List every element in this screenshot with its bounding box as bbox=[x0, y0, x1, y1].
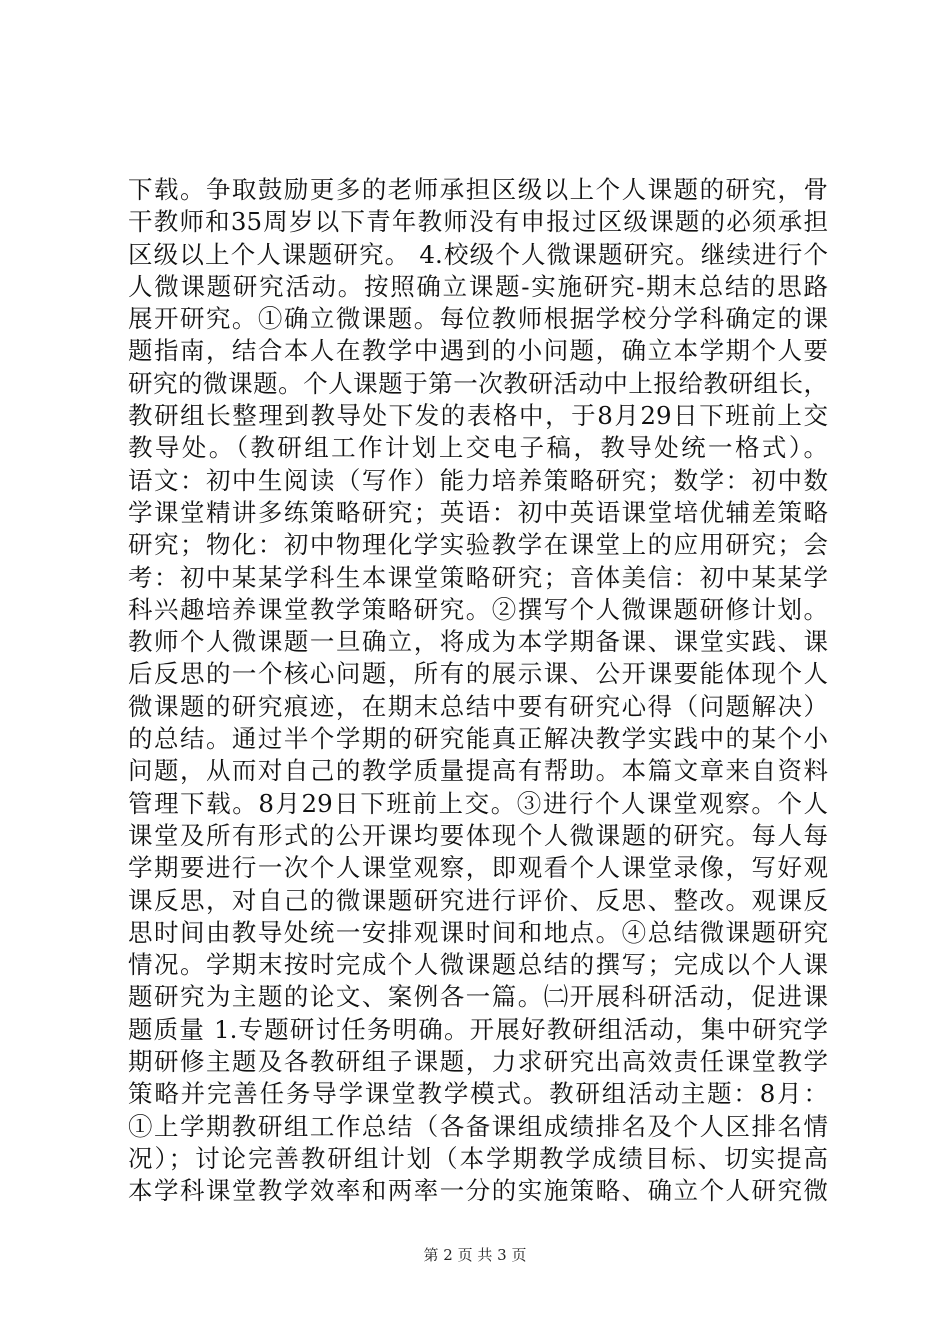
text-line: 教师个人微课题一旦确立，将成为本学期备课、课堂实践、课 bbox=[128, 627, 828, 657]
text-line: 研究的微课题。个人课题于第一次教研活动中上报给教研组长， bbox=[128, 368, 828, 398]
text-line: 学期要进行一次个人课堂观察，即观看个人课堂录像，写好观 bbox=[128, 853, 828, 883]
text-line: 人微课题研究活动。按照确立课题-实施研究-期末总结的思路 bbox=[128, 271, 828, 301]
text-line: 研究；物化：初中物理化学实验教学在课堂上的应用研究；会 bbox=[128, 530, 828, 560]
text-line: 考：初中某某学科生本课堂策略研究；音体美信：初中某某学 bbox=[128, 562, 828, 592]
text-line: ①上学期教研组工作总结（各备课组成绩排名及个人区排名情 bbox=[128, 1111, 828, 1141]
text-line: 学课堂精讲多练策略研究；英语：初中英语课堂培优辅差策略 bbox=[128, 497, 828, 527]
text-line: 课堂及所有形式的公开课均要体现个人微课题的研究。每人每 bbox=[128, 820, 828, 850]
page-footer: 第 2 页 共 3 页 bbox=[423, 1246, 527, 1264]
text-line: 题指南，结合本人在教学中遇到的小问题，确立本学期个人要 bbox=[128, 336, 828, 366]
text-line: 区级以上个人课题研究。 4.校级个人微课题研究。继续进行个 bbox=[128, 239, 828, 269]
text-line: 下载。争取鼓励更多的老师承担区级以上个人课题的研究，骨 bbox=[128, 175, 828, 204]
text-line: 期研修主题及各教研组子课题，力求研究出高效责任课堂教学 bbox=[128, 1047, 828, 1077]
text-line: 干教师和35周岁以下青年教师没有申报过区级课题的必须承担 bbox=[128, 207, 828, 237]
text-line: 题质量 1.专题研讨任务明确。开展好教研组活动，集中研究学 bbox=[128, 1014, 828, 1044]
text-line: 情况。学期末按时完成个人微课题总结的撰写；完成以个人课 bbox=[128, 950, 828, 980]
text-line: 题研究为主题的论文、案例各一篇。㈡开展科研活动，促进课 bbox=[128, 982, 828, 1012]
text-line: 的总结。通过半个学期的研究能真正解决教学实践中的某个小 bbox=[128, 724, 828, 754]
text-line: 科兴趣培养课堂教学策略研究。②撰写个人微课题研修计划。 bbox=[128, 594, 828, 624]
text-line: 微课题的研究痕迹，在期末总结中要有研究心得（问题解决） bbox=[128, 691, 828, 721]
text-line: 语文：初中生阅读（写作）能力培养策略研究；数学：初中数 bbox=[128, 465, 828, 495]
text-line: 问题，从而对自己的教学质量提高有帮助。本篇文章来自资料 bbox=[128, 756, 828, 786]
text-line: 教导处。（教研组工作计划上交电子稿，教导处统一格式）。 bbox=[128, 433, 828, 463]
text-line: 本学科课堂教学效率和两率一分的实施策略、确立个人研究微 bbox=[128, 1176, 828, 1206]
text-line: 策略并完善任务导学课堂教学模式。教研组活动主题：8月： bbox=[128, 1079, 828, 1109]
text-line: 管理下载。8月29日下班前上交。③进行个人课堂观察。个人 bbox=[128, 788, 828, 818]
text-line: 课反思，对自己的微课题研究进行评价、反思、整改。观课反 bbox=[128, 885, 828, 915]
text-line: 况）；讨论完善教研组计划（本学期教学成绩目标、切实提高 bbox=[128, 1143, 828, 1173]
text-line: 后反思的一个核心问题，所有的展示课、公开课要能体现个人 bbox=[128, 659, 828, 689]
text-line: 思时间由教导处统一安排观课时间和地点。④总结微课题研究 bbox=[128, 917, 828, 947]
text-line: 教研组长整理到教导处下发的表格中，于8月29日下班前上交 bbox=[128, 401, 828, 431]
text-line: 展开研究。①确立微课题。每位教师根据学校分学科确定的课 bbox=[128, 304, 828, 334]
body-paragraph bbox=[128, 174, 828, 1208]
